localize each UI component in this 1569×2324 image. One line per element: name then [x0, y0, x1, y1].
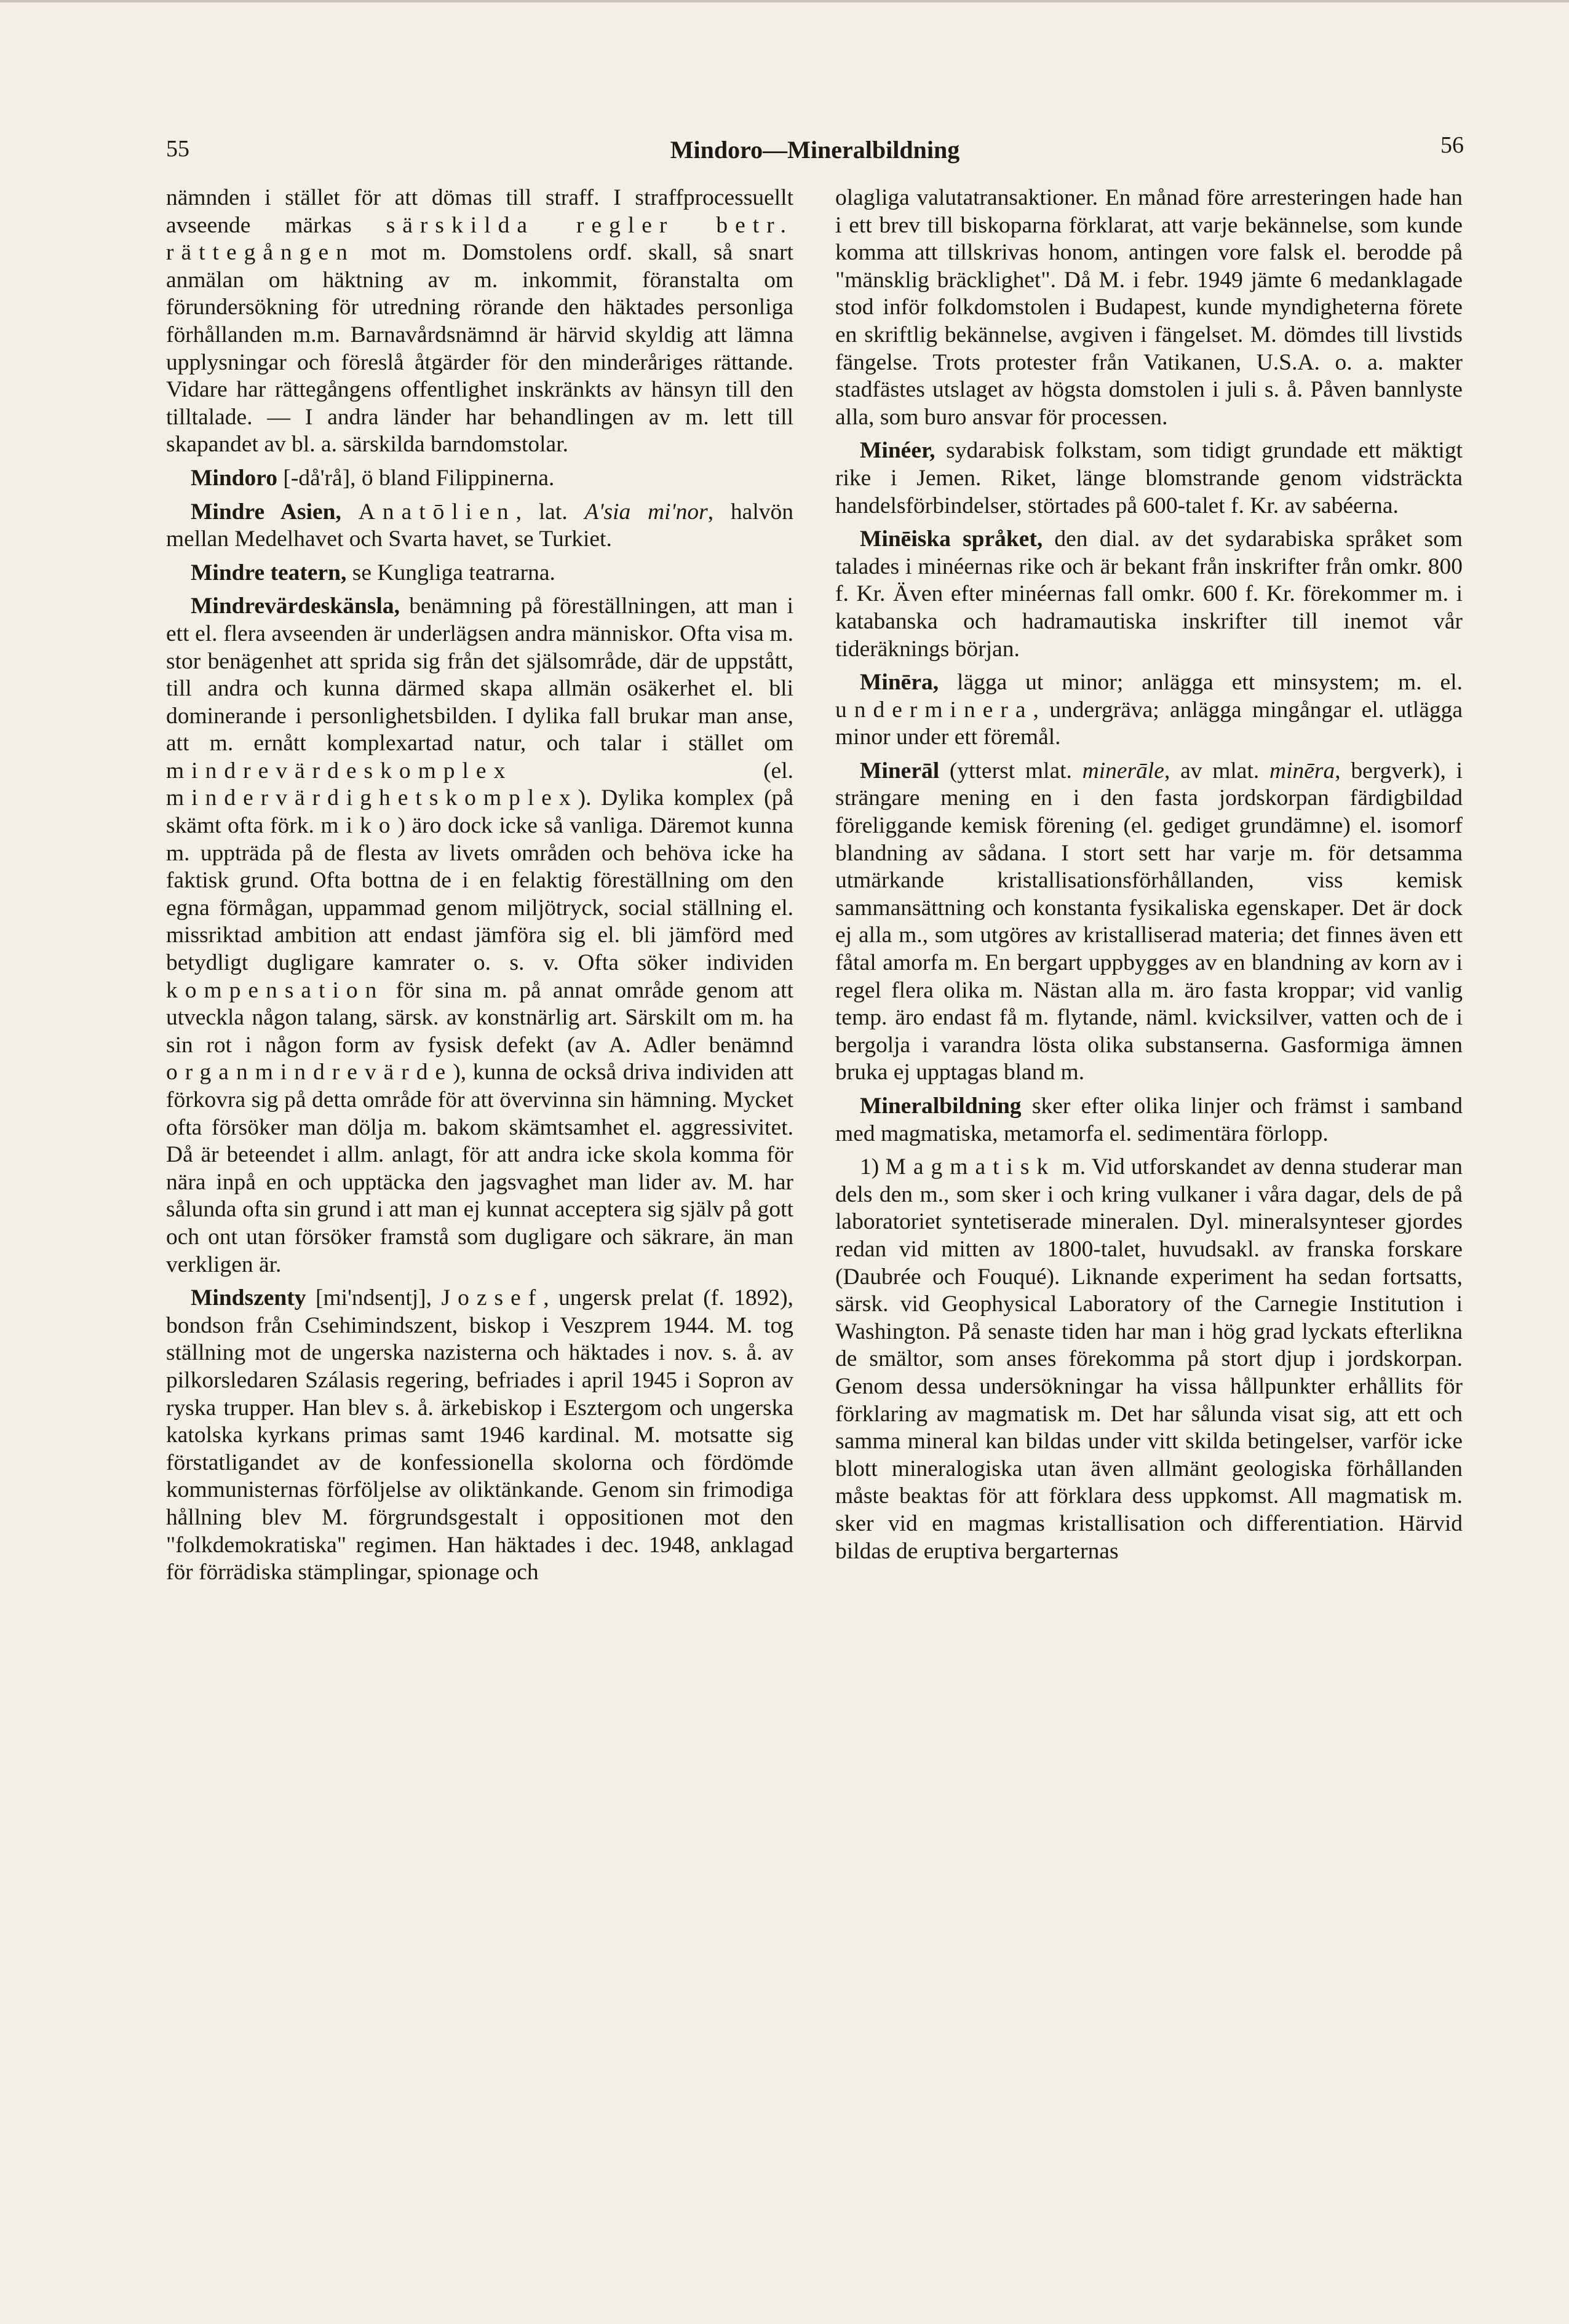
spaced-term: Magmatisk: [885, 1154, 1056, 1180]
entry-headword: Minēiska språket,: [860, 526, 1043, 552]
italic-term: minēra: [1269, 758, 1335, 783]
entry-text: , bergverk), i strängare mening en i den fasta jordskorpan färdigbildad föreliggande kemisk förening (el. gediget grundämne) el. isomorf blandning av sådana. I stort sett har varje m. för detsamma utmärkande kristallisationsförhållanden, viss kemisk sammansättning och konstanta fysikaliska egenskaper. Det är dock ej alla m., som utgöres av kristalliserad materia; det finnes även ett fåtal amorfa m. En bergart uppbygges av en blandning av korn av i regel flera olika m. Nästan alla m. äro fasta kroppar; vid vanlig temp. äro endast få m. flytande, näml. kvicksilver, vatten och de i bergolja i varandra lösta olika substanserna. Gasformiga ämnen bruka ej upptagas bland m.: [835, 758, 1463, 1085]
dictionary-entry: [835, 1154, 1463, 1565]
entry-text: , lat.: [515, 499, 585, 525]
dictionary-entry: [166, 465, 793, 493]
dictionary-entry: [166, 499, 793, 553]
entry-headword: Mindrevärdeskänsla,: [191, 593, 400, 619]
right-page-number: 56: [1440, 132, 1464, 158]
spaced-term: kompensation: [166, 977, 384, 1003]
continued-text: [166, 184, 793, 459]
entry-headword: Minerāl: [860, 758, 940, 783]
dictionary-entry: [835, 437, 1463, 520]
scan-edge: [0, 0, 1569, 2]
entry-text: olagliga valutatransaktioner. En månad före arresteringen hade han i ett brev till biskoparna förklarat, att varje bekännelse, som kunde komma att tillskrivas honom, antingen vore falsk el. berodde på "mänsklig bräcklighet". Då M. i febr. 1949 jämte 6 medanklagade stod inför folkdomstolen i Budapest, kunde myndigheterna förete en skriftlig bekännelse, avgiven i fängelset. M. dömdes till livstids fängelse. Trots protester från Vatikanen, U.S.A. o. a. makter stadfästes utslaget av högsta domstolen i juli s. å. Påven bannlyste alla, som buro ansvar för processen.: [835, 185, 1463, 430]
entry-text: lägga ut minor; anlägga ett minsystem; m. el.: [939, 670, 1463, 696]
entry-text: nämnden i stället för att dömas till straff. I straffprocessuellt avseende märkas: [166, 185, 793, 238]
entry-text: ) äro dock icke så vanliga. Däremot kunna m. uppträda på de flesta av livets områden och behöva icke ha faktisk grund. Ofta bottna de i en felaktig föreställning om den egna förmågan, uppammad genom miljötryck, social ställning el. missriktad ambition att endast jämföra sig el. bli jämförd med betydligt dugligare kamrater o. s. v. Ofta söker individen: [166, 813, 793, 976]
entry-headword: Mindre Asien,: [191, 499, 341, 525]
entry-text: , halvön mellan Medelhavet och Svarta havet, se Turkiet.: [166, 499, 793, 552]
entry-text: den dial. av det sydarabiska språket som talades i minéernas rike och är bekant från inskrifter från omkr. 800 f. Kr. Även efter minéernas fall omkr. 600 f. Kr. förekommer m. i katabanska och hadramautiska inskrifter till inemot vår tideräknings början.: [835, 526, 1463, 662]
italic-term: A'sia mi'nor: [584, 499, 708, 525]
entry-text: för sina m. på annat område genom att utveckla någon talang, särsk. av konstnärlig art. Särskilt om m. ha sin rot i någon form av fysisk defekt (av A. Adler benämnd: [166, 977, 793, 1058]
spaced-term: mindrevärdeskomplex: [166, 758, 513, 783]
running-title: Mindoro—Mineralbildning: [670, 136, 960, 164]
spaced-term: miko: [320, 813, 398, 839]
italic-term: minerāle: [1082, 758, 1164, 783]
dictionary-entry: [835, 1093, 1463, 1148]
dictionary-entry: [835, 526, 1463, 663]
spaced-term: Anatōlien: [358, 499, 516, 525]
continued-text: [835, 184, 1463, 431]
entry-text: [341, 499, 359, 525]
entry-text: , av mlat.: [1164, 758, 1269, 783]
spaced-term: mindervärdighetskomplex: [166, 785, 578, 811]
dictionary-entry: [835, 669, 1463, 752]
entry-headword: Mindszenty: [191, 1285, 306, 1311]
entry-text: [-då'rå], ö bland Filippinerna.: [277, 465, 555, 491]
spaced-term: organmindrevärde: [166, 1060, 453, 1085]
spaced-term: underminera: [835, 697, 1033, 723]
left-page-number: 55: [166, 136, 189, 162]
entry-text: sker efter olika linjer och främst i samband med magmatiska, metamorfa el. sedimentära förlopp.: [835, 1093, 1463, 1146]
entry-text: mot m. Domstolens ordf. skall, så snart anmälan om häktning av m. inkommit, föranstalta om förundersökning för utredning rörande den häktades personliga förhållanden m.m. Barnavårdsnämnd är härvid skyldig att lämna upplysningar och föreslå åtgärder för den minderåriges rättande. Vidare har rättegångens offentlighet inskränkts av hänsyn till den tilltalade. — I andra länder har behandlingen av m. lett till skapandet av bl. a. särskilda barndomstolar.: [166, 240, 793, 458]
spaced-term: Jozsef: [441, 1285, 544, 1311]
running-header: [166, 132, 1464, 172]
spaced-term: särskilda regler betr. rättegången: [166, 212, 793, 266]
entry-headword: Mindoro: [191, 465, 277, 491]
entry-text: ). Dylika komplex (på skämt ofta förk.: [166, 785, 793, 839]
entry-text: , ungersk prelat (f. 1892), bondson från Csehimindszent, biskop i Veszprem 1944. M. tog ställning mot de ungerska nazisterna och häktades i nov. s. å. av pilkorsledaren Szálasis regering, befriades i april 1945 i Sopron av ryska trupper. Han blev s. å. ärkebiskop i Esztergom och ungerska katolska kyrkans primas samt 1946 kardinal. M. motsatte sig förstatligandet av de konfessionella skolorna och fördömde kommunisternas förföljelse av oliktänkande. Genom sin frimodiga hållning blev M. förgrundsgestalt i oppositionen mot den "folkdemokratiska" regimen. Han häktades i dec. 1948, anklagad för förrädiska stämplingar, spionage och: [166, 1285, 793, 1585]
entry-headword: Mineralbildning: [860, 1093, 1022, 1119]
entry-headword: Mindre teatern,: [191, 560, 347, 585]
entry-headword: Minēra,: [860, 670, 939, 696]
entry-text: benämning på föreställningen, att man i ett el. flera avseenden är underlägsen andra människor. Ofta visa m. stor benägenhet att sprida sig från det själsområde, där de uppstått, till andra och kunna därmed skapa allmän osäkerhet el. bli dominerande i personlighetsbilden. I dylika fall brukar man anse, att m. ernått komplexartad natur, och talar i stället om: [166, 593, 793, 756]
dictionary-entry: [166, 560, 793, 587]
right-column: [835, 184, 1463, 1565]
dictionary-entry: [166, 1285, 793, 1587]
dictionary-entry: [166, 593, 793, 1279]
entry-text: m. Vid utforskandet av denna studerar man dels den m., som sker i och kring vulkaner i våra dagar, dels de på laboratoriet syntetiserade mineralen. Dyl. mineralsynteser gjordes redan vid mitten av 1800-talet, huvudsakl. av franska forskare (Daubrée och Fouqué). Liknande experiment ha sedan fortsatts, särsk. vid Geophysical Laboratory of the Carnegie Institution i Washington. På senaste tiden har man i hög grad lyckats efterlikna de smältor, som anses förekomma på stort djup i jordskorpan. Genom dessa undersökningar ha vissa hållpunkter erhållits för förklaring av magmatisk m. Det har sålunda visat sig, att ett och samma mineral kan bildas under vitt skilda betingelser, varför icke blott mineralogiska utan även allmänt geologiska förhållanden måste beaktas för att förklara dess uppkomst. All magmatisk m. sker vid en magmas kristallisation och differentiation. Härvid bildas de eruptiva bergarternas: [835, 1154, 1463, 1564]
entry-text: [mi'ndsentj],: [306, 1285, 442, 1311]
entry-text: (el.: [512, 758, 793, 783]
entry-text: , undergräva; anlägga mingångar el. utlägga minor under ett föremål.: [835, 697, 1463, 750]
entry-text: 1): [860, 1154, 886, 1180]
left-column: [166, 184, 793, 1587]
dictionary-entry: [835, 758, 1463, 1087]
entry-text: se Kungliga teatrarna.: [346, 560, 555, 585]
entry-text: ), kunna de också driva individen att förkovra sig på detta område för att övervinna sin hämning. Mycket ofta försöker man dölja m. bakom skämtsamhet el. aggressivitet. Då är beteendet i allm. anlagt, för att andra icke skola komma för nära inpå en och upptäcka den jagsvaghet man lider av. M. har sålunda ofta sin grund i att man ej kunnat acceptera sig själv på gott och ont utan försöker framstå som dugligare och säkrare, än man verkligen är.: [166, 1060, 793, 1277]
entry-headword: Minéer,: [860, 438, 935, 464]
entry-text: sydarabisk folkstam, som tidigt grundade ett mäktigt rike i Jemen. Riket, länge blomstrande genom vidsträckta handelsförbindelser, störtades på 600-talet f. Kr. av sabéerna.: [835, 438, 1463, 518]
entry-text: (ytterst mlat.: [939, 758, 1082, 783]
